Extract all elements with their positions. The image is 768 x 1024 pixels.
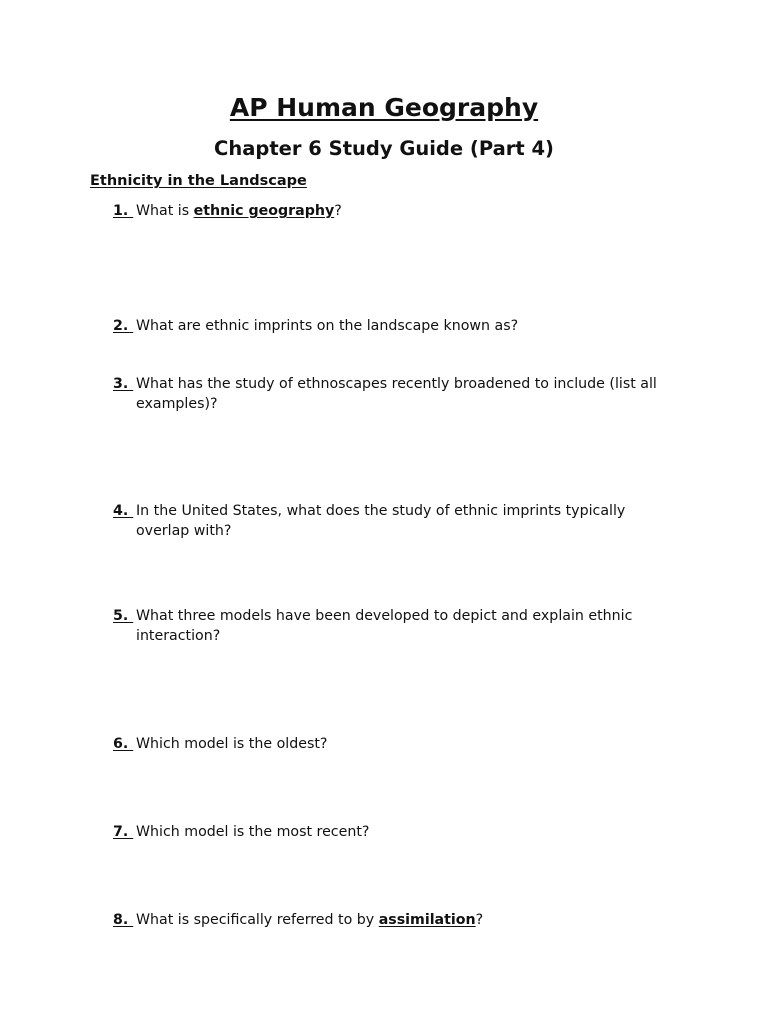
question-1: [113, 201, 683, 221]
section-heading: Ethnicity in the Landscape: [90, 173, 307, 189]
question-text: In the United States, what does the study of ethnic imprints typically overlap with?: [136, 503, 626, 539]
question-2: [113, 316, 683, 336]
key-term: assimilation: [378, 912, 476, 928]
question-number: 4.: [113, 503, 134, 519]
question-text: What three models have been developed to depict and explain ethnic interaction?: [136, 608, 633, 644]
question-4: [113, 501, 683, 541]
question-5: [113, 606, 683, 646]
question-text-part: ?: [475, 912, 484, 928]
question-text: [136, 201, 683, 221]
question-text: Which model is the oldest?: [136, 736, 328, 752]
question-number: 3.: [113, 376, 134, 392]
question-6: [113, 734, 683, 754]
document-title: AP Human Geography: [229, 93, 539, 122]
key-term: ethnic geography: [193, 203, 335, 219]
question-number: 5.: [113, 608, 134, 624]
question-text: What are ethnic imprints on the landscape known as?: [136, 318, 519, 334]
question-text: Which model is the most recent?: [136, 824, 370, 840]
question-3: [113, 374, 683, 414]
question-number: 8.: [113, 912, 134, 928]
question-text: [136, 910, 683, 930]
question-text: What has the study of ethnoscapes recently broadened to include (list all examples)?: [136, 376, 657, 412]
question-text-part: What is: [136, 203, 194, 219]
question-number: 7.: [113, 824, 134, 840]
question-text-part: What is specifically referred to by: [136, 912, 379, 928]
question-text-part: ?: [334, 203, 342, 219]
question-number: 1.: [113, 203, 134, 219]
question-7: [113, 822, 683, 842]
question-number: 2.: [113, 318, 134, 334]
question-number: 6.: [113, 736, 134, 752]
document-subtitle: Chapter 6 Study Guide (Part 4): [214, 137, 554, 160]
question-8: [113, 910, 683, 930]
